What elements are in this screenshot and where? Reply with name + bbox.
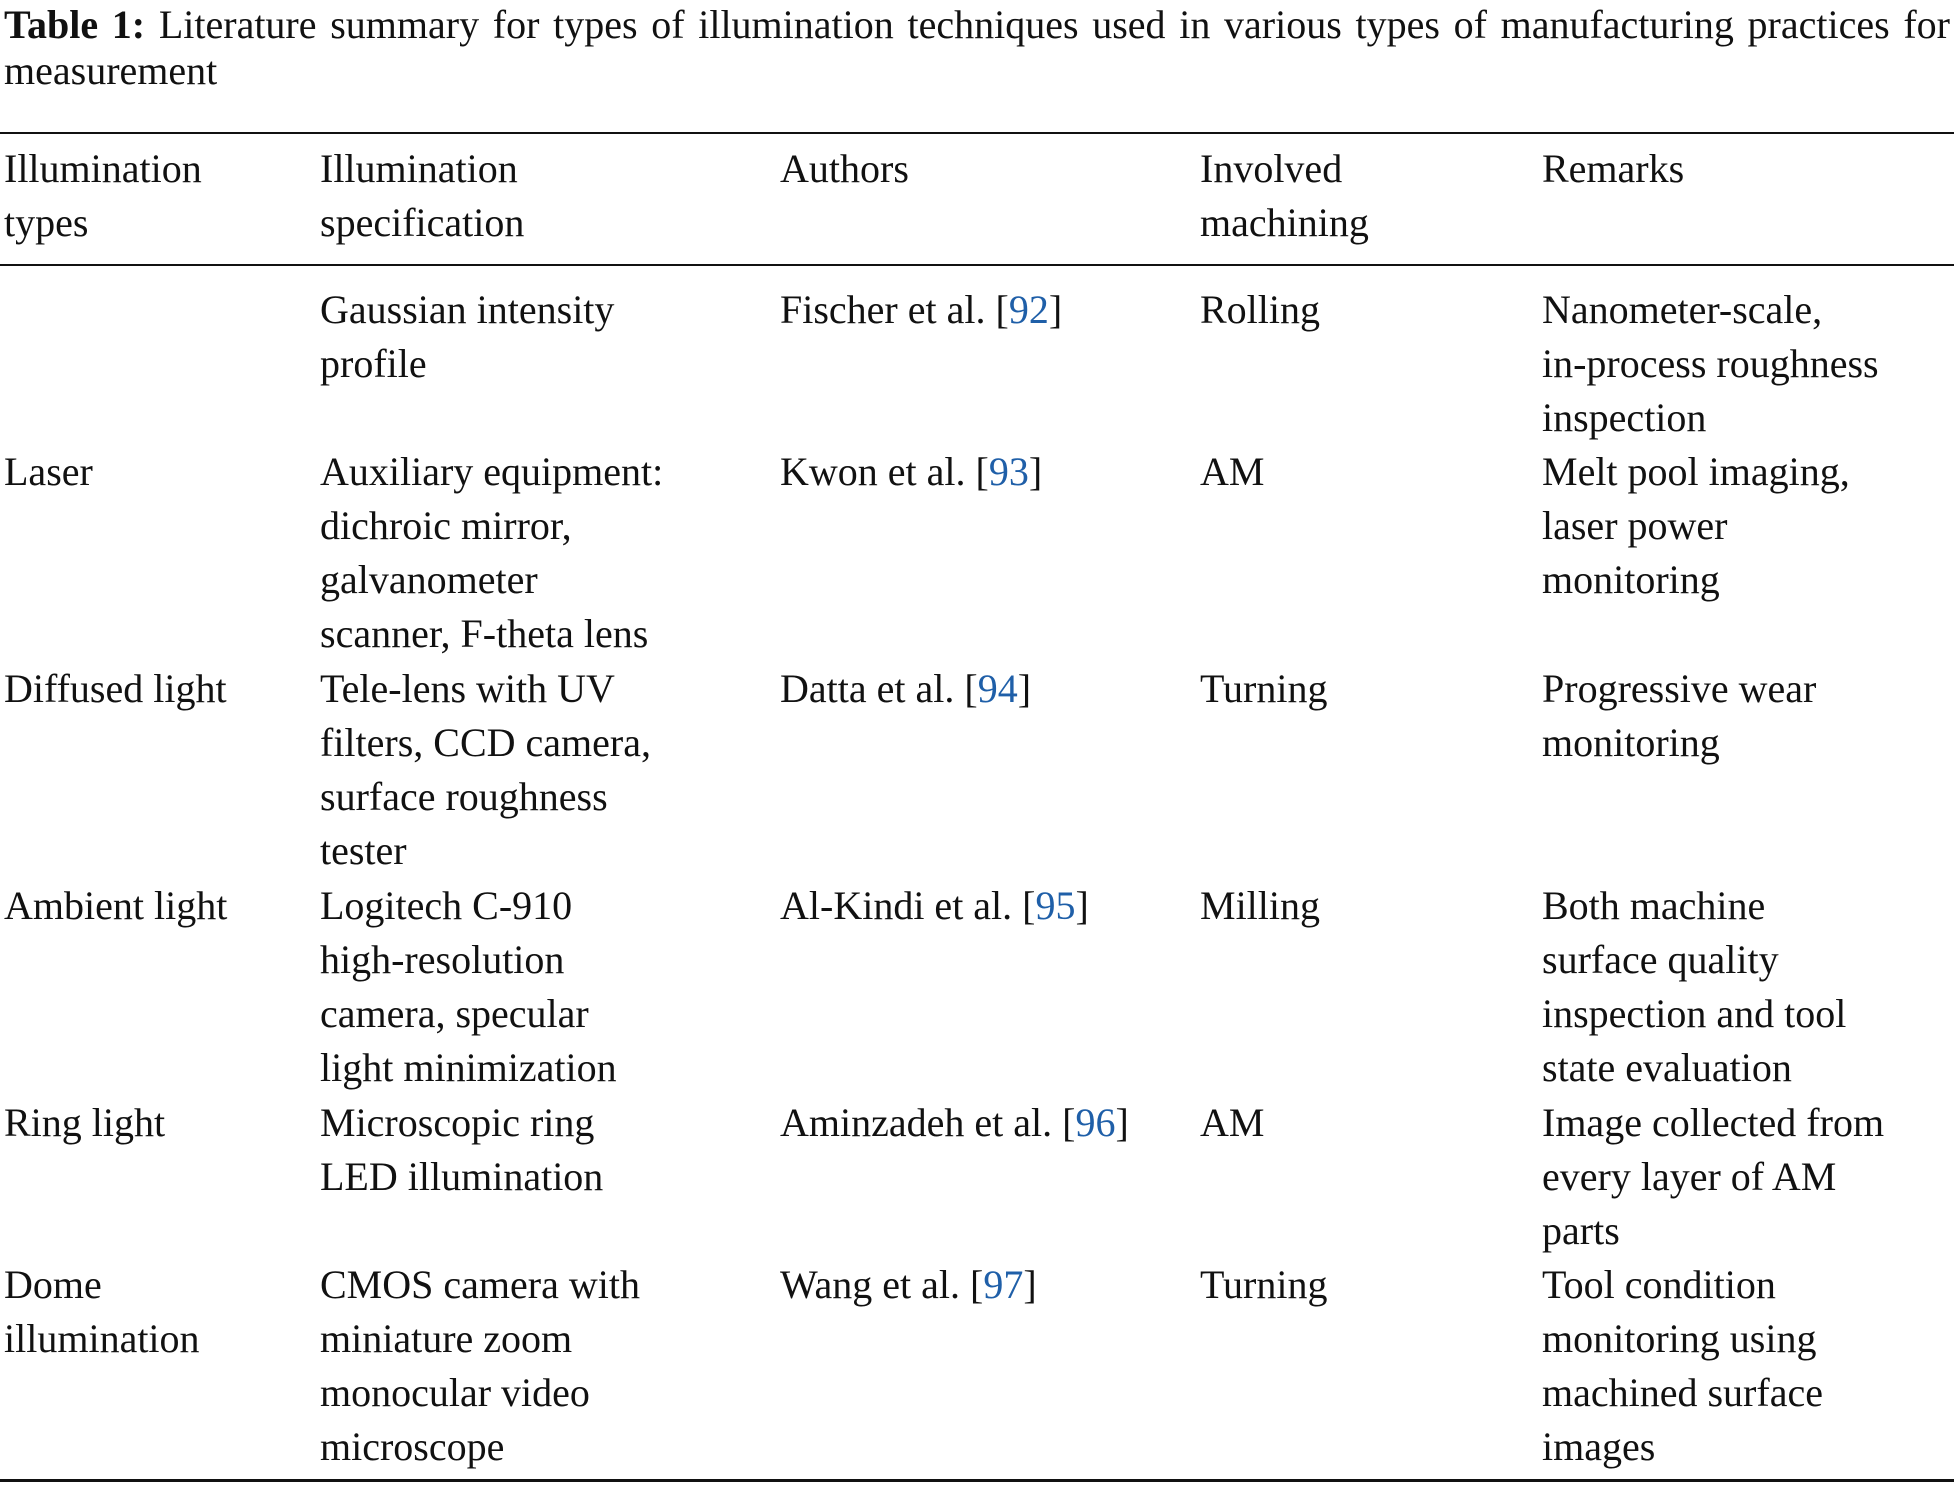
row-4-authors: Al-Kindi et al. [95] <box>780 883 1089 928</box>
row-5-illumination-type: Ring light <box>4 1100 166 1145</box>
row-1-machining: Rolling <box>1200 287 1321 332</box>
citation-link[interactable]: 96 <box>1075 1100 1116 1145</box>
row-5-authors: Aminzadeh et al. [96] <box>780 1100 1129 1145</box>
row-4-specification: Logitech C-910 high-resolution camera, specular light minimization <box>320 883 617 1090</box>
row-6-machining: Turning <box>1200 1262 1328 1307</box>
row-4-remarks: Both machine surface quality inspection and tool state evaluation <box>1542 883 1847 1090</box>
row-3-illumination-type: Diffused light <box>4 666 227 711</box>
row-6-authors: Wang et al. [97] <box>780 1262 1037 1307</box>
table-caption <box>4 2 1950 94</box>
row-6-illumination-type: Dome illumination <box>4 1262 200 1361</box>
header-remarks: Remarks <box>1542 146 1685 191</box>
row-2-authors: Kwon et al. [93] <box>780 449 1043 494</box>
row-5-remarks: Image collected from every layer of AM parts <box>1542 1100 1885 1253</box>
row-3-remarks: Progressive wear monitoring <box>1542 666 1817 765</box>
row-2-remarks: Melt pool imaging, laser power monitoring <box>1542 449 1850 602</box>
caption-text: Literature summary for types of illumination techniques used in various types of manufacturing practices for measurement <box>4 2 1950 93</box>
row-6-specification: CMOS camera with miniature zoom monocular video microscope <box>320 1262 640 1469</box>
citation-link[interactable]: 93 <box>988 449 1029 494</box>
row-3-machining: Turning <box>1200 666 1328 711</box>
citation-link[interactable]: 97 <box>983 1262 1024 1307</box>
row-2-specification: Auxiliary equipment: dichroic mirror, galvanometer scanner, F-theta lens <box>320 449 664 656</box>
header-involved-machining: Involved machining <box>1200 146 1369 245</box>
table-top-rule <box>0 132 1954 134</box>
row-2-illumination-type: Laser <box>4 449 93 494</box>
citation-link[interactable]: 95 <box>1035 883 1076 928</box>
row-4-machining: Milling <box>1200 883 1321 928</box>
row-5-machining: AM <box>1200 1100 1265 1145</box>
row-1-authors: Fischer et al. [92] <box>780 287 1063 332</box>
row-6-remarks: Tool condition monitoring using machined surface images <box>1542 1262 1823 1469</box>
caption-label: Table 1: <box>4 2 146 47</box>
table-bottom-rule <box>0 1479 1954 1482</box>
header-authors: Authors <box>780 146 909 191</box>
row-4-illumination-type: Ambient light <box>4 883 228 928</box>
header-illumination-types: Illumination types <box>4 146 202 245</box>
header-illumination-specification: Illumination specification <box>320 146 525 245</box>
row-3-specification: Tele-lens with UV filters, CCD camera, surface roughness tester <box>320 666 651 873</box>
row-1-remarks: Nanometer-scale, in-process roughness inspection <box>1542 287 1879 440</box>
row-5-specification: Microscopic ring LED illumination <box>320 1100 604 1199</box>
row-3-authors: Datta et al. [94] <box>780 666 1032 711</box>
citation-link[interactable]: 94 <box>977 666 1018 711</box>
row-2-machining: AM <box>1200 449 1265 494</box>
citation-link[interactable]: 92 <box>1008 287 1049 332</box>
row-1-specification: Gaussian intensity profile <box>320 287 615 386</box>
table-header-rule <box>0 264 1954 266</box>
